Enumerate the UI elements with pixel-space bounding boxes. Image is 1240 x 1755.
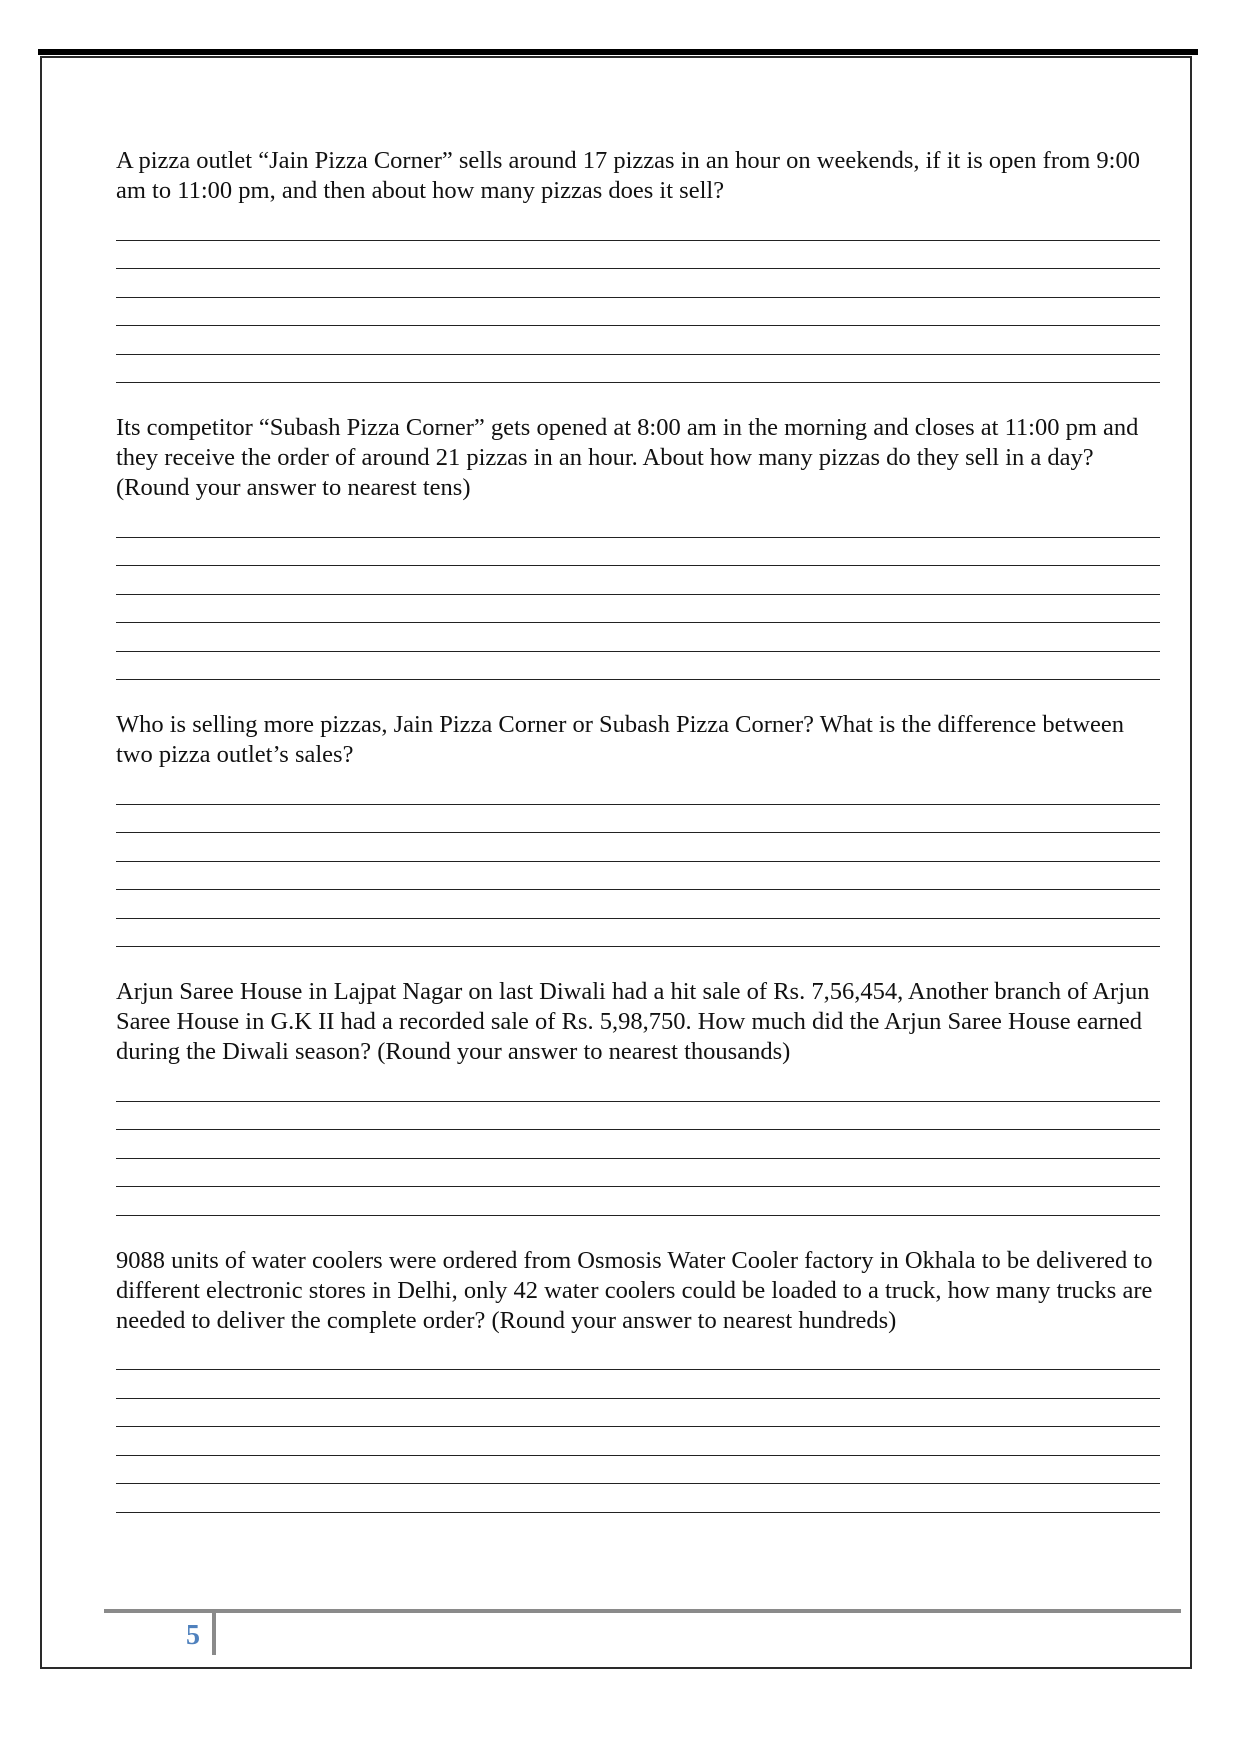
- page-number-divider: [212, 1613, 216, 1655]
- question-3-text: Who is selling more pizzas, Jain Pizza Corner or Subash Pizza Corner? What is the difference between two pizza outlet’s sales?: [116, 711, 1125, 768]
- answer-line: [116, 805, 1160, 834]
- footer-rule: [104, 1609, 1181, 1613]
- question-4: [116, 977, 1160, 1216]
- top-border-rule: [38, 49, 1198, 55]
- question-3: [116, 710, 1160, 947]
- answer-line: [116, 509, 1160, 538]
- answer-lines-2: [116, 509, 1160, 680]
- question-1-text: A pizza outlet “Jain Pizza Corner” sells around 17 pizzas in an hour on weekends, if it is open from 9:00 am to 11:00 pm, and then about how many pizzas does it sell?: [116, 147, 1140, 204]
- question-4-text: Arjun Saree House in Lajpat Nagar on last Diwali had a hit sale of Rs. 7,56,454, Another branch of Arjun Saree House in G.K II had a recorded sale of Rs. 5,98,750. How much did the Arjun Saree House earned during the Diwali season? (Round your answer to nearest thousands): [116, 978, 1150, 1065]
- question-2-text: Its competitor “Subash Pizza Corner” gets opened at 8:00 am in the morning and closes at 11:00 pm and they receive the order of around 21 pizzas in an hour. About how many pizzas do they sell in a day? (Round your answer to nearest tens): [116, 414, 1139, 501]
- question-5: [116, 1246, 1160, 1513]
- answer-line: [116, 1102, 1160, 1131]
- answer-line: [116, 538, 1160, 567]
- answer-line: [116, 1130, 1160, 1159]
- answer-line: [116, 776, 1160, 805]
- answer-line: [116, 1399, 1160, 1428]
- answer-line: [116, 298, 1160, 327]
- answer-line: [116, 1456, 1160, 1485]
- answer-line: [116, 919, 1160, 948]
- answer-line: [116, 212, 1160, 241]
- answer-line: [116, 326, 1160, 355]
- question-2: [116, 413, 1160, 680]
- question-5-text: 9088 units of water coolers were ordered from Osmosis Water Cooler factory in Okhala to be delivered to different electronic stores in Delhi, only 42 water coolers could be loaded to a truck, how many trucks are needed to deliver the complete order? (Round your answer to nearest hundreds): [116, 1246, 1153, 1334]
- answer-line: [116, 1073, 1160, 1102]
- answer-line: [116, 623, 1160, 652]
- worksheet-content: [116, 146, 1160, 1513]
- answer-line: [116, 1427, 1160, 1456]
- answer-line: [116, 862, 1160, 891]
- question-1: [116, 146, 1160, 383]
- answer-line: [116, 566, 1160, 595]
- answer-lines-5: [116, 1342, 1160, 1513]
- answer-lines-3: [116, 776, 1160, 947]
- answer-line: [116, 1484, 1160, 1513]
- answer-line: [116, 652, 1160, 681]
- answer-line: [116, 355, 1160, 384]
- answer-line: [116, 890, 1160, 919]
- answer-line: [116, 1159, 1160, 1188]
- answer-line: [116, 1187, 1160, 1216]
- answer-line: [116, 1370, 1160, 1399]
- answer-lines-1: [116, 212, 1160, 383]
- answer-line: [116, 241, 1160, 270]
- answer-line: [116, 833, 1160, 862]
- page-number: 5: [186, 1620, 200, 1651]
- answer-line: [116, 595, 1160, 624]
- answer-lines-4: [116, 1073, 1160, 1216]
- answer-line: [116, 1342, 1160, 1371]
- answer-line: [116, 269, 1160, 298]
